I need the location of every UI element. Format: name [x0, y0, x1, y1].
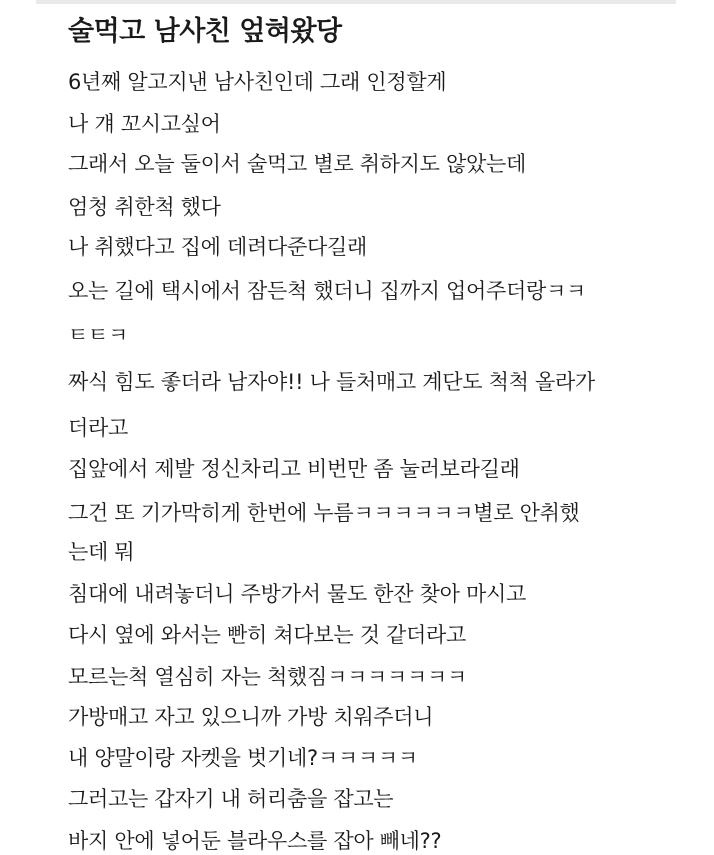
post-line: 오는 길에 택시에서 잠든척 했더니 집까지 업어주더랑ㅋㅋ [68, 279, 586, 303]
post-line: 그러고는 갑자기 내 허리춤을 잡고는 [68, 787, 394, 811]
top-divider [36, 0, 676, 4]
post-line: 모르는척 열심히 자는 척했짐ㅋㅋㅋㅋㅋㅋㅋ [68, 665, 467, 689]
post-line: ㅌㅌㅋ [68, 323, 128, 347]
post-line: 가방매고 자고 있으니까 가방 치워주더니 [68, 705, 434, 729]
post-line: 6년째 알고지낸 남사친인데 그래 인정할게 [68, 70, 447, 94]
post-line: 다시 옆에 와서는 빤히 쳐다보는 것 같더라고 [68, 623, 466, 647]
post-line: 는데 뭐 [68, 540, 135, 564]
post-line: 짜식 힘도 좋더라 남자야!! 나 들처매고 계단도 척척 올라가 [68, 370, 595, 394]
post-line: 더라고 [68, 416, 128, 440]
post-line: 침대에 내려놓더니 주방가서 물도 한잔 찾아 마시고 [68, 582, 526, 606]
post-title: 술먹고 남사친 엎혀왔당 [68, 16, 342, 47]
post-line: 그래서 오늘 둘이서 술먹고 별로 취하지도 않았는데 [68, 152, 526, 176]
post-line: 나 걔 꼬시고싶어 [68, 112, 221, 136]
post-line: 내 양말이랑 자켓을 벗기네?ㅋㅋㅋㅋㅋ [68, 746, 418, 770]
post-line: 나 취했다고 집에 데려다준다길래 [68, 235, 367, 259]
post-line: 엄청 취한척 했다 [68, 195, 221, 219]
post-line: 그건 또 기가막히게 한번에 누름ㅋㅋㅋㅋㅋㅋ별로 안취했 [68, 501, 580, 525]
post-line: 바지 안에 넣어둔 블라우스를 잡아 빼네?? [68, 829, 442, 853]
post-line: 집앞에서 제발 정신차리고 비번만 좀 눌러보라길래 [68, 457, 520, 481]
